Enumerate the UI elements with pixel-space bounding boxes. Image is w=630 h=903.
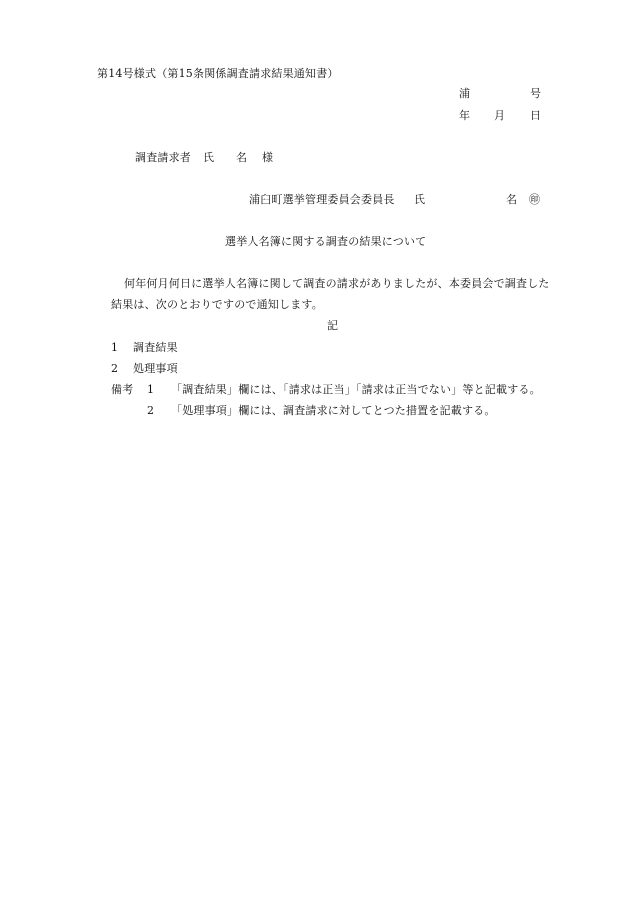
note-text: 「調査結果」欄には、「請求は正当」「請求は正当でない」等と記載する。 [171, 383, 541, 396]
note-text: 「処理事項」欄には、調査請求に対してとつた措置を記載する。 [171, 404, 496, 417]
body-text-line-2: 結果は、次のとおりですので通知します。 [111, 298, 323, 311]
body-text-line-1: 何年何月何日に選挙人名簿に関して調査の請求がありましたが、本委員会で調査した [124, 277, 550, 290]
notes-label: 備考 [111, 383, 134, 396]
date-month-label: 月 [494, 109, 506, 122]
sender-name-part2: 名 [506, 193, 518, 206]
recipient-honorific: 様 [262, 151, 274, 164]
sender-label: 浦臼町選挙管理委員会委員長 [249, 193, 395, 206]
date-day-label: 日 [530, 109, 542, 122]
item-number: 1 [111, 341, 119, 354]
document-title: 選挙人名簿に関する調査の結果について [225, 235, 427, 248]
item-label-investigation-result: 調査結果 [133, 341, 178, 354]
seal-mark: ㊞ [529, 193, 541, 206]
recipient-label: 調査請求者 [135, 151, 191, 164]
note-number: 2 [147, 404, 155, 417]
form-label: 第14号様式（第15条関係調査請求結果通知書） [97, 67, 339, 80]
note-number: 1 [147, 383, 155, 396]
sender-name-part1: 氏 [414, 193, 426, 206]
date-year-label: 年 [459, 109, 471, 122]
item-label-disposition: 処理事項 [133, 362, 178, 375]
recipient-name-part1: 氏 [203, 151, 215, 164]
ki-heading: 記 [327, 319, 339, 332]
document-number-suffix: 号 [530, 87, 542, 100]
recipient-name-part2: 名 [236, 151, 248, 164]
document-number-place: 浦 [459, 87, 471, 100]
item-number: 2 [111, 362, 119, 375]
